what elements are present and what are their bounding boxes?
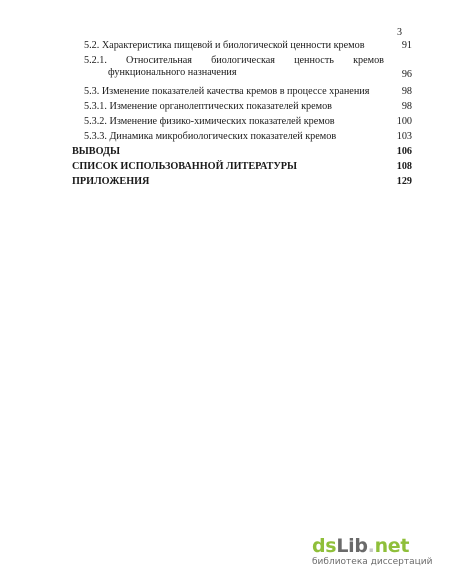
toc-entry-line-1 (84, 55, 406, 67)
watermark-logo (312, 535, 447, 557)
toc-entry-5-2[interactable] (72, 40, 412, 52)
toc-entry-title (84, 86, 382, 98)
toc-entry-5-3-1[interactable] (72, 101, 412, 113)
toc-entry-number: 5.2.1. (84, 55, 107, 66)
watermark-logo-lib: Lib (336, 535, 368, 557)
toc-entry-page: 129 (396, 176, 412, 187)
toc-entry-5-3-2[interactable] (72, 116, 412, 128)
toc-entry-appendices[interactable] (72, 176, 412, 188)
toc-entry-number: 5.3.3. (84, 131, 107, 142)
page-number: 3 (397, 27, 402, 38)
toc-entry-title: ВЫВОДЫ (72, 146, 121, 157)
toc-entry-text: Характеристика пищевой и биологической ценности кремов (101, 40, 365, 51)
toc-entry-title (84, 131, 382, 143)
toc-entry-text: Изменение органолептических показателей кремов (109, 101, 332, 112)
toc-entry-word: ценность (294, 55, 334, 66)
toc-entry-page: 103 (396, 131, 412, 142)
toc-entry-number: 5.3. (84, 86, 100, 97)
watermark-subtitle: библиотека диссертаций (312, 557, 433, 567)
toc-entry-text: Изменение физико-химических показателей кремов (109, 116, 335, 127)
toc-entry-page: 108 (396, 161, 412, 172)
watermark-logo-tld: net (374, 535, 410, 557)
toc-entry-title (84, 101, 382, 113)
toc-entry-word: биологическая (211, 55, 275, 66)
table-of-contents (72, 40, 412, 191)
toc-entry-page: 91 (401, 40, 412, 51)
toc-entry-title (84, 55, 412, 79)
toc-entry-page: 98 (401, 101, 412, 112)
watermark-logo-dot: . (367, 535, 375, 557)
toc-entry-word: кремов (353, 55, 384, 66)
toc-entry-line-2: функционального назначения (108, 67, 237, 78)
toc-entry-number: 5.3.1. (84, 101, 107, 112)
toc-entry-page: 98 (401, 86, 412, 97)
toc-entry-text: Динамика микробиологических показателей кремов (109, 131, 337, 142)
toc-entry-references[interactable] (72, 161, 412, 173)
watermark-logo-ds: ds (312, 535, 337, 557)
toc-entry-conclusions[interactable] (72, 146, 412, 158)
toc-entry-text: Изменение показателей качества кремов в процессе хранения (101, 86, 370, 97)
toc-entry-5-3-3[interactable] (72, 131, 412, 143)
toc-entry-5-3[interactable] (72, 86, 412, 98)
toc-entry-page: 96 (401, 69, 412, 80)
toc-entry-word: Относительная (126, 55, 192, 66)
toc-entry-number: 5.2. (84, 40, 100, 51)
toc-entry-number: 5.3.2. (84, 116, 107, 127)
toc-entry-title: ПРИЛОЖЕНИЯ (72, 176, 150, 187)
toc-entry-5-2-1[interactable] (72, 55, 412, 83)
watermark (312, 535, 447, 568)
toc-entry-page: 106 (396, 146, 412, 157)
toc-entry-title (84, 116, 382, 128)
toc-entry-title: СПИСОК ИСПОЛЬЗОВАННОЙ ЛИТЕРАТУРЫ (72, 161, 298, 172)
toc-entry-page: 100 (396, 116, 412, 127)
toc-entry-title (84, 40, 382, 52)
